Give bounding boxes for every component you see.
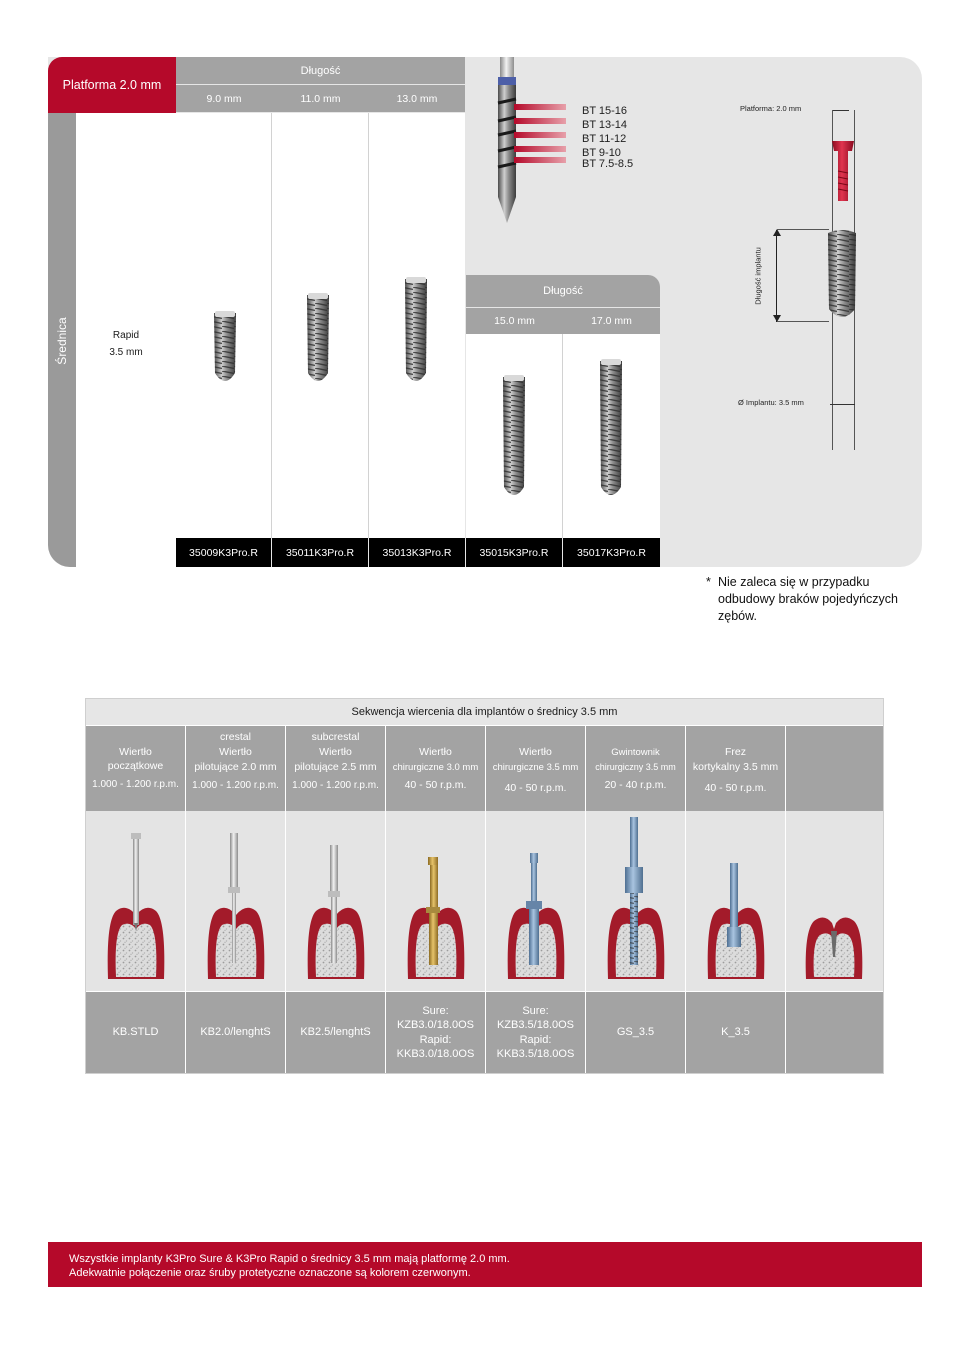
implant-type: Rapid bbox=[112, 330, 140, 341]
depth-band bbox=[514, 104, 566, 110]
depth-drill-image bbox=[492, 57, 542, 227]
rapid-row-header bbox=[76, 113, 176, 567]
step-header-6 bbox=[586, 726, 685, 811]
depth-mark-9: BT 9-10 bbox=[582, 147, 621, 159]
step-desc: pilotujące 2.0 mm bbox=[194, 761, 277, 773]
step-image-4 bbox=[386, 811, 485, 991]
step-image-3 bbox=[286, 811, 385, 991]
step-desc: chirurgiczne 3.5 mm bbox=[492, 762, 579, 773]
dimension-line bbox=[833, 110, 849, 111]
step-variant: subcrestal bbox=[311, 731, 360, 743]
step-header-5 bbox=[486, 726, 585, 811]
step-speed: 40 - 50 r.p.m. bbox=[404, 779, 467, 791]
implant-diagram-image bbox=[825, 229, 859, 323]
diameter-axis bbox=[48, 113, 76, 567]
step-image-2 bbox=[186, 811, 285, 991]
step-code-5 bbox=[486, 992, 585, 1073]
code-35013: 35013K3Pro.R bbox=[369, 538, 465, 567]
step-desc: chirurgiczny 3.5 mm bbox=[595, 762, 676, 772]
dimension-line bbox=[777, 321, 829, 322]
implant-17mm-image bbox=[596, 359, 626, 503]
step-variant: crestal bbox=[220, 731, 251, 743]
step-name: Wiertło bbox=[519, 746, 552, 758]
step-code-2 bbox=[186, 992, 285, 1073]
footnote-text: Nie zaleca się w przypadku odbudowy braków pojedyńczych zębów. bbox=[718, 575, 898, 623]
sequence-title: Sekwencja wiercenia dla implantów o średnicy 3.5 mm bbox=[86, 699, 883, 726]
length-11: 11.0 mm bbox=[272, 85, 369, 112]
diagram-diameter-label: Ø Implantu: 3.5 mm bbox=[738, 398, 804, 407]
code-line: KB2.5/lenghtS bbox=[300, 1026, 371, 1039]
step-code-8 bbox=[786, 992, 883, 1073]
diagram-platform-label: Platforma: 2.0 mm bbox=[740, 104, 802, 113]
column-divider bbox=[562, 334, 563, 538]
implant-columns-2 bbox=[466, 334, 660, 538]
step-speed: 1.000 - 1.200 r.p.m. bbox=[292, 780, 379, 791]
code-line: Rapid: bbox=[419, 1033, 452, 1046]
step-speed: 40 - 50 r.p.m. bbox=[704, 782, 767, 794]
step-name: Frez bbox=[725, 746, 746, 758]
code-line: KKB3.5/18.0OS bbox=[496, 1048, 575, 1060]
implant-13mm-image bbox=[401, 277, 431, 389]
step-name: Wiertło bbox=[119, 746, 152, 758]
footnote-marker: * bbox=[706, 575, 711, 589]
step-header-2 bbox=[186, 726, 285, 811]
implant-catalog-panel bbox=[48, 57, 922, 567]
step-header-4 bbox=[386, 726, 485, 811]
depth-mark-15: BT 15-16 bbox=[582, 105, 628, 117]
depth-band bbox=[514, 132, 566, 138]
length-9: 9.0 mm bbox=[176, 85, 272, 112]
info-banner bbox=[48, 1242, 922, 1287]
code-line: KZB3.5/18.0OS bbox=[496, 1019, 575, 1031]
step-speed: 1.000 - 1.200 r.p.m. bbox=[192, 780, 279, 791]
banner-line-1: Wszystkie implanty K3Pro Sure & K3Pro Rapid o średnicy 3.5 mm mają platformę 2.0 mm. bbox=[69, 1253, 510, 1265]
step-speed: 20 - 40 r.p.m. bbox=[604, 779, 667, 791]
step-code-7 bbox=[686, 992, 785, 1073]
drill-sequence-table bbox=[85, 698, 884, 1074]
length-header-1: Długość bbox=[176, 57, 465, 84]
step-image-5 bbox=[486, 811, 585, 991]
step-image-7 bbox=[686, 811, 785, 991]
step-name: Wiertło bbox=[219, 746, 252, 758]
implant-15mm-image bbox=[499, 375, 529, 503]
length-17: 17.0 mm bbox=[563, 308, 660, 334]
code-line: KB2.0/lenghtS bbox=[200, 1026, 271, 1039]
code-line: GS_3.5 bbox=[616, 1026, 655, 1039]
step-code-4 bbox=[386, 992, 485, 1073]
length-arrow bbox=[776, 230, 777, 322]
code-line: Sure: bbox=[422, 1004, 449, 1017]
step-image-1 bbox=[86, 811, 185, 991]
step-code-1 bbox=[86, 992, 185, 1073]
step-speed: 40 - 50 r.p.m. bbox=[504, 782, 567, 794]
code-line: Sure: bbox=[522, 1004, 549, 1017]
code-35009: 35009K3Pro.R bbox=[176, 538, 271, 567]
arrow-up-icon bbox=[773, 229, 781, 236]
platform-badge: Platforma 2.0 mm bbox=[48, 57, 176, 113]
implant-9mm-image bbox=[210, 311, 240, 391]
code-35015: 35015K3Pro.R bbox=[466, 538, 562, 567]
length-header-2: Długość bbox=[466, 275, 660, 307]
length-15: 15.0 mm bbox=[466, 308, 563, 334]
depth-mark-7: BT 7.5-8.5 bbox=[582, 158, 634, 170]
code-line: KKB3.0/18.0OS bbox=[396, 1048, 475, 1060]
depth-band bbox=[514, 157, 566, 163]
diagram-length-label: Długość implantu bbox=[753, 247, 763, 305]
step-header-8 bbox=[786, 726, 883, 811]
length-13: 13.0 mm bbox=[369, 85, 465, 112]
step-code-6 bbox=[586, 992, 685, 1073]
step-name: Gwintownik bbox=[611, 747, 660, 758]
code-line: K_3.5 bbox=[721, 1026, 750, 1039]
step-desc: chirurgiczne 3.0 mm bbox=[392, 762, 479, 773]
depth-band bbox=[514, 118, 566, 124]
step-image-6 bbox=[586, 811, 685, 991]
implant-11mm-image bbox=[303, 293, 333, 389]
step-code-3 bbox=[286, 992, 385, 1073]
step-speed: 1.000 - 1.200 r.p.m. bbox=[92, 779, 179, 790]
step-image-8 bbox=[786, 811, 883, 991]
step-name: Wiertło bbox=[419, 746, 452, 758]
dimension-line bbox=[777, 229, 829, 230]
abutment-red-image bbox=[830, 141, 856, 203]
step-header-3 bbox=[286, 726, 385, 811]
depth-mark-13: BT 13-14 bbox=[582, 119, 628, 131]
code-line: Rapid: bbox=[519, 1033, 552, 1046]
code-35017: 35017K3Pro.R bbox=[563, 538, 660, 567]
step-desc: kortykalny 3.5 mm bbox=[692, 761, 779, 773]
step-header-1 bbox=[86, 726, 185, 811]
rapid-label bbox=[76, 327, 176, 361]
implant-diameter: 3.5 mm bbox=[109, 347, 143, 358]
column-divider bbox=[368, 113, 369, 538]
step-name: Wiertło bbox=[319, 746, 352, 758]
diameter-axis-label: Średnica bbox=[55, 317, 69, 365]
dimension-line bbox=[830, 404, 855, 405]
depth-band bbox=[514, 146, 566, 152]
code-line: KZB3.0/18.0OS bbox=[396, 1019, 475, 1031]
step-header-7 bbox=[686, 726, 785, 811]
depth-mark-11: BT 11-12 bbox=[582, 133, 627, 145]
code-line: KB.STLD bbox=[112, 1026, 159, 1039]
code-35011: 35011K3Pro.R bbox=[272, 538, 368, 567]
column-divider bbox=[271, 113, 272, 538]
banner-line-2: Adekwatnie połączenie oraz śruby protetyczne oznaczone są kolorem czerwonym. bbox=[69, 1267, 471, 1279]
step-desc: pilotujące 2.5 mm bbox=[294, 761, 377, 773]
step-desc: początkowe bbox=[107, 760, 164, 772]
